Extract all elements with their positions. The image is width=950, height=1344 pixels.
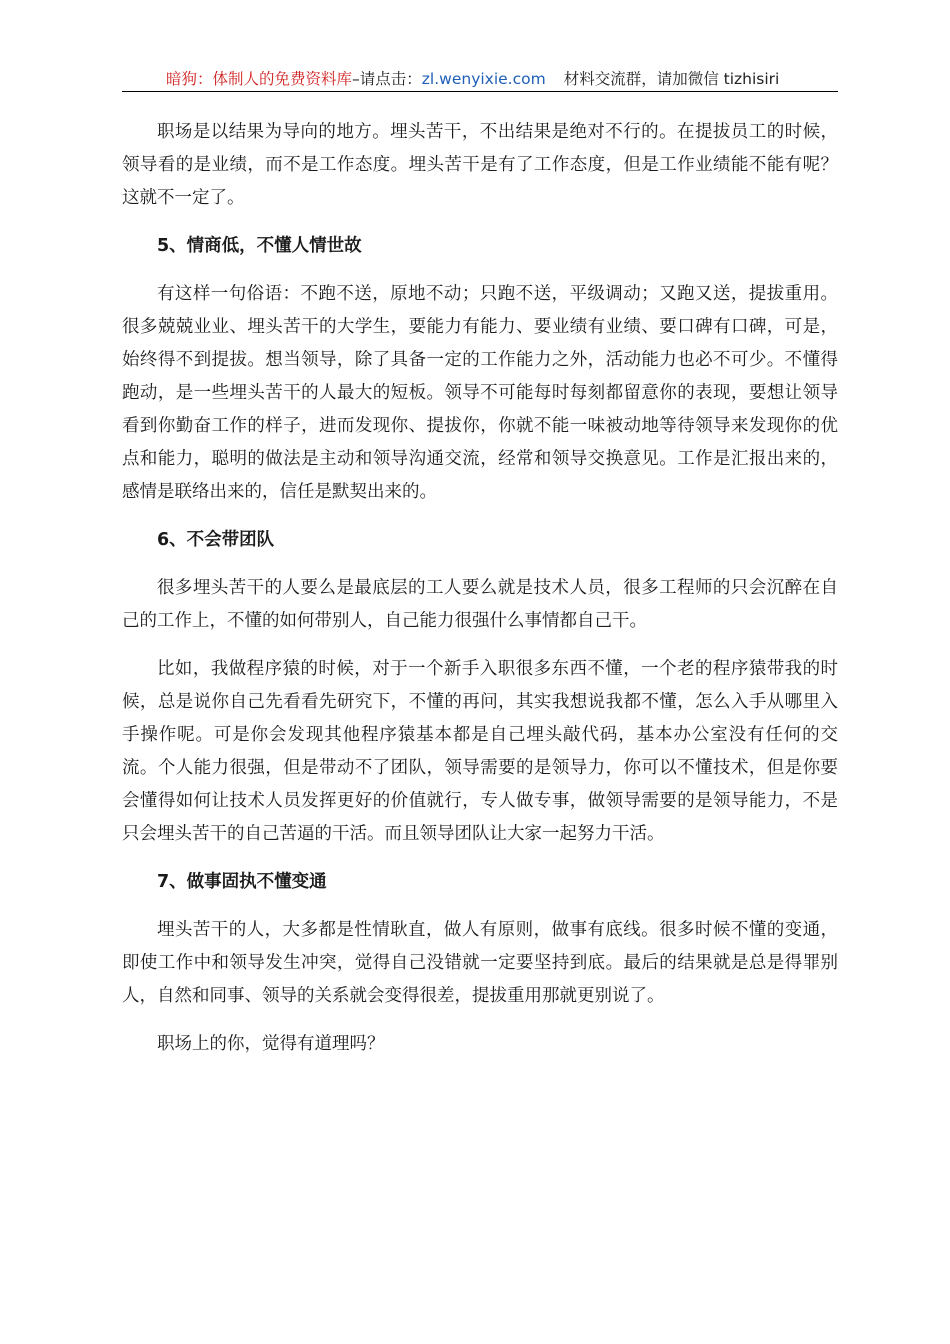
header-wechat: 材料交流群，请加微信 tizhisiri bbox=[563, 70, 780, 88]
paragraph: 很多埋头苦干的人要么是最底层的工人要么就是技术人员，很多工程师的只会沉醉在自己的工作上，不懂的如何带别人，自己能力很强什么事情都自己干。 bbox=[122, 578, 838, 631]
paragraph: 有这样一句俗语：不跑不送，原地不动；只跑不送，平级调动；又跑又送，提拔重用。很多兢兢业业、埋头苦干的大学生，要能力有能力、要业绩有业绩、要口碑有口碑，可是，始终得不到提拔。想当领导，除了具备一定的工作能力之外，活动能力也必不可少。不懂得跑动，是一些埋头苦干的人最大的短板。领导不可能每时每刻都留意你的表现，要想让领导看到你勤奋工作的样子，进而发现你、提拔你，你就不能一味被动地等待领导来发现你的优点和能力，聪明的做法是主动和领导沟通交流，经常和领导交换意见。工作是汇报出来的，感情是联络出来的，信任是默契出来的。 bbox=[122, 284, 838, 502]
paragraph: 职场上的你，觉得有道理吗？ bbox=[157, 1034, 385, 1054]
section-heading: 7、做事固执不懂变通 bbox=[157, 872, 327, 892]
paragraph: 埋头苦干的人，大多都是性情耿直，做人有原则，做事有底线。很多时候不懂的变通，即使工作中和领导发生冲突，觉得自己没错就一定要坚持到底。最后的结果就是总是得罪别人，自然和同事、领导的关系就会变得很差，提拔重用那就更别说了。 bbox=[122, 920, 838, 1006]
header-click-prompt: –请点击： bbox=[352, 70, 422, 88]
article-body bbox=[122, 116, 838, 1076]
section-heading: 6、不会带团队 bbox=[157, 530, 275, 550]
paragraph: 比如，我做程序猿的时候，对于一个新手入职很多东西不懂，一个老的程序猿带我的时候，总是说你自己先看看先研究下，不懂的再问，其实我想说我都不懂，怎么入手从哪里入手操作呢。可是你会发现其他程序猿基本都是自己埋头敲代码，基本办公室没有任何的交流。个人能力很强，但是带动不了团队，领导需要的是领导力，你可以不懂技术，但是你要会懂得如何让技术人员发挥更好的价值就行，专人做专事，做领导需要的是领导能力，不是只会埋头苦干的自己苦逼的干活。而且领导团队让大家一起努力干活。 bbox=[122, 659, 838, 844]
header-brand: 暗狗：体制人的免费资料库 bbox=[166, 70, 353, 88]
paragraph: 职场是以结果为导向的地方。埋头苦干，不出结果是绝对不行的。在提拔员工的时候，领导看的是业绩，而不是工作态度。埋头苦干是有了工作态度，但是工作业绩能不能有呢？这就不一定了。 bbox=[122, 122, 838, 208]
header-url-link[interactable]: zl.wenyixie.com bbox=[421, 70, 546, 88]
section-heading: 5、情商低，不懂人情世故 bbox=[157, 236, 362, 256]
page-header bbox=[122, 66, 838, 92]
